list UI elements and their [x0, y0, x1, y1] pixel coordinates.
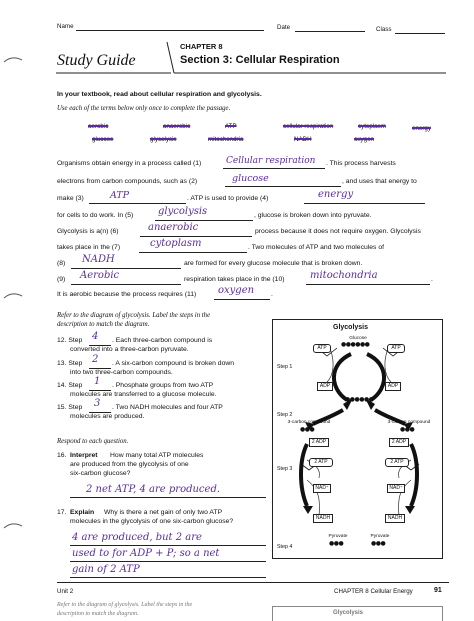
question-number: 13. Step	[57, 360, 83, 367]
word-bank-term: glucose	[92, 136, 114, 143]
nadh-badge: NADH	[385, 514, 405, 523]
word-bank-term: oxygen	[354, 136, 374, 143]
answer-line-17[interactable]	[70, 577, 266, 578]
passage-text: electrons from carbon compounds, such as (2)	[57, 178, 198, 185]
answer-14: 1	[94, 376, 101, 387]
passage-text: . ATP is used to provide (4)	[187, 195, 269, 202]
answer-blank-2[interactable]	[225, 186, 341, 187]
question-text: molecules in the glycolysis of one six-carbon glucose?	[70, 518, 234, 525]
footer-unit: Unit 2	[57, 588, 74, 595]
question-text: molecules are produced.	[70, 413, 145, 420]
word-bank-term: ATP	[225, 123, 237, 130]
question-text: How many total ATP molecules	[110, 452, 204, 459]
question-text: molecules are transferred to a glucose molecule.	[70, 391, 217, 398]
word-bank-term: energy	[412, 125, 431, 132]
passage-text: for cells to do work. In (5)	[57, 212, 134, 219]
question-text: into two three-carbon compounds.	[70, 369, 173, 376]
next-page-diagram-bleed	[272, 606, 443, 621]
diagram-instruction: Refer to the diagram of glycolysis. Label the steps in the	[57, 312, 211, 319]
three-carbon-molecule: ●●●	[400, 426, 415, 433]
chapter-label: CHAPTER 8	[180, 42, 223, 51]
study-guide-title: Study Guide	[57, 52, 136, 69]
pyruvate-label: Pyruvate	[328, 534, 348, 539]
passage-text: Organisms obtain energy in a process called (1)	[57, 160, 202, 167]
intermediate-molecule: ●●●●●●	[345, 396, 374, 403]
answer-8: NADH	[82, 254, 115, 265]
question-text: . Two NADH molecules and four ATP	[112, 404, 223, 411]
binder-holes	[0, 0, 30, 621]
word-bank-term: glycolysis	[150, 136, 177, 143]
passage-text: process because it does not require oxygen. Glycolysis	[255, 228, 421, 235]
passage-text: , glucose is broken down into pyruvate.	[254, 212, 372, 219]
glucose-label: Glucose	[349, 336, 367, 341]
next-page-bleed: Refer to the diagram of glycolysis. Label the steps in the	[57, 602, 193, 608]
step-3-label: Step 3	[277, 466, 293, 472]
word-bank-term: NADH	[294, 136, 312, 143]
passage-text: Glycolysis is a(n) (6)	[57, 228, 119, 235]
answer-line-16[interactable]	[70, 497, 266, 498]
answer-blank-5[interactable]	[155, 220, 253, 221]
answer-blank-1[interactable]	[223, 168, 325, 169]
passage-text: , and uses that energy to	[342, 178, 417, 185]
passage-text: .	[431, 276, 433, 283]
answer-15: 3	[94, 398, 101, 409]
answer-4: energy	[318, 189, 354, 200]
three-carbon-label: 3-carbon compound	[387, 420, 431, 425]
answer-line-17[interactable]	[70, 561, 266, 562]
word-bank-term: aerobic	[88, 123, 109, 130]
step-4-label: Step 4	[277, 544, 293, 550]
passage-text: .	[271, 291, 273, 298]
passage-text: make (3)	[57, 195, 84, 202]
two-adp-badge: 2 ADP	[309, 438, 329, 447]
answer-blank-6[interactable]	[140, 236, 252, 237]
diagram-arrows	[273, 320, 444, 560]
word-bank-term: cellular respiration	[283, 123, 334, 130]
answer-blank-3[interactable]	[89, 203, 186, 204]
question-text: converted into a three-carbon pyruvate.	[70, 346, 189, 353]
date-label: Date	[277, 24, 291, 31]
answer-line-17[interactable]	[70, 545, 266, 546]
header-rule	[56, 40, 451, 80]
adp-badge: ADP	[385, 382, 401, 391]
section-title: Section 3: Cellular Respiration	[180, 54, 340, 66]
page-number: 91	[434, 587, 442, 594]
next-page-bleed: description to match the diagram.	[57, 611, 139, 617]
question-number: 17.	[57, 509, 67, 516]
nad-badge: NAD⁺	[313, 484, 331, 493]
passage-text: (9)	[57, 276, 66, 283]
three-carbon-label: 3-carbon compound	[287, 420, 331, 425]
nadh-badge: NADH	[313, 514, 333, 523]
step-2-label: Step 2	[277, 412, 293, 418]
answer-12: 4	[92, 331, 99, 342]
answer-11: oxygen	[218, 285, 255, 296]
footer-chapter: CHAPTER 8 Cellular Energy	[334, 588, 413, 595]
answer-17: used to for ADP + P; so a net	[72, 548, 220, 559]
passage-text: takes place in the (7)	[57, 244, 121, 251]
question-text: . Each three-carbon compound is	[112, 337, 213, 344]
name-label: Name	[57, 23, 74, 30]
question-number: 12. Step	[57, 337, 83, 344]
date-line[interactable]	[295, 31, 365, 32]
step-1-label: Step 1	[277, 364, 293, 370]
passage-text: respiration takes place in the (10)	[184, 276, 285, 283]
pyruvate-molecule: ●●●	[329, 540, 344, 547]
two-atp-badge: 2 ATP	[385, 458, 409, 467]
reading-instruction: In your textbook, read about cellular respiration and glycolysis.	[57, 91, 262, 98]
next-page-title-bleed: Glycolysis	[333, 610, 364, 616]
answer-13: 2	[92, 354, 99, 365]
answer-7: cytoplasm	[150, 238, 202, 249]
pyruvate-label: Pyruvate	[370, 534, 390, 539]
answer-17: gain of 2 ATP	[72, 564, 140, 575]
passage-text: are formed for every glucose molecule that is broken down.	[184, 260, 363, 267]
answer-blank-9[interactable]	[71, 284, 181, 285]
footer-rule	[57, 582, 449, 583]
terms-instruction: Use each of the terms below only once to complete the passage.	[57, 105, 231, 112]
passage-text: . Two molecules of ATP and two molecules of	[248, 244, 385, 251]
answer-10: mitochondria	[310, 270, 378, 281]
answer-blank-7[interactable]	[139, 252, 247, 253]
answer-9: Aerobic	[80, 270, 120, 281]
word-bank-term: anaerobic	[163, 123, 191, 130]
answer-5: glycolysis	[158, 206, 208, 217]
question-text: . Phosphate groups from two ATP	[112, 382, 214, 389]
answer-blank-4[interactable]	[304, 203, 425, 204]
word-bank-term: mitochondria	[208, 136, 244, 143]
passage-text: . This process harvests	[326, 160, 396, 167]
answer-3: ATP	[110, 190, 130, 201]
adp-badge: ADP	[317, 382, 333, 391]
pyruvate-molecule: ●●●	[371, 540, 386, 547]
name-line[interactable]	[76, 30, 264, 31]
nad-badge: NAD⁺	[387, 484, 405, 493]
answer-blank-8[interactable]	[71, 268, 181, 269]
atp-badge: ATP	[387, 344, 405, 353]
passage-text: It is aerobic because the process requires (11)	[57, 291, 197, 298]
diagram-instruction: description to match the diagram.	[57, 321, 150, 328]
class-label: Class	[376, 26, 392, 33]
answer-6: anaerobic	[148, 222, 199, 233]
answer-blank-10[interactable]	[306, 284, 430, 285]
three-carbon-molecule: ●●●	[300, 426, 315, 433]
glycolysis-diagram	[272, 319, 443, 559]
question-text: are produced from the glycolysis of one	[70, 461, 189, 468]
question-text: . A six-carbon compound is broken down	[112, 360, 235, 367]
two-adp-badge: 2 ADP	[389, 438, 409, 447]
glucose-molecule: ●●●●●●	[341, 341, 370, 348]
answer-2: glucose	[232, 173, 269, 184]
question-number: 15. Step	[57, 404, 83, 411]
class-line[interactable]	[395, 33, 445, 34]
word-bank-term: cytoplasm	[358, 123, 386, 130]
respond-instruction: Respond to each question.	[57, 438, 129, 445]
question-number: 14. Step	[57, 382, 83, 389]
atp-badge: ATP	[313, 344, 331, 353]
question-label: Interpret	[70, 452, 98, 459]
question-label: Explain	[70, 509, 95, 516]
question-text: Why is there a net gain of only two ATP	[104, 509, 223, 516]
passage-text: (8)	[57, 260, 66, 267]
answer-blank-11[interactable]	[214, 299, 270, 300]
answer-16: 2 net ATP, 4 are produced.	[86, 484, 221, 495]
question-number: 16.	[57, 452, 67, 459]
question-text: six-carbon glucose?	[70, 470, 131, 477]
two-atp-badge: 2 ATP	[309, 458, 333, 467]
diagram-title: Glycolysis	[333, 324, 369, 331]
answer-17: 4 are produced, but 2 are	[72, 532, 202, 543]
answer-1: Cellular respiration	[226, 156, 316, 166]
